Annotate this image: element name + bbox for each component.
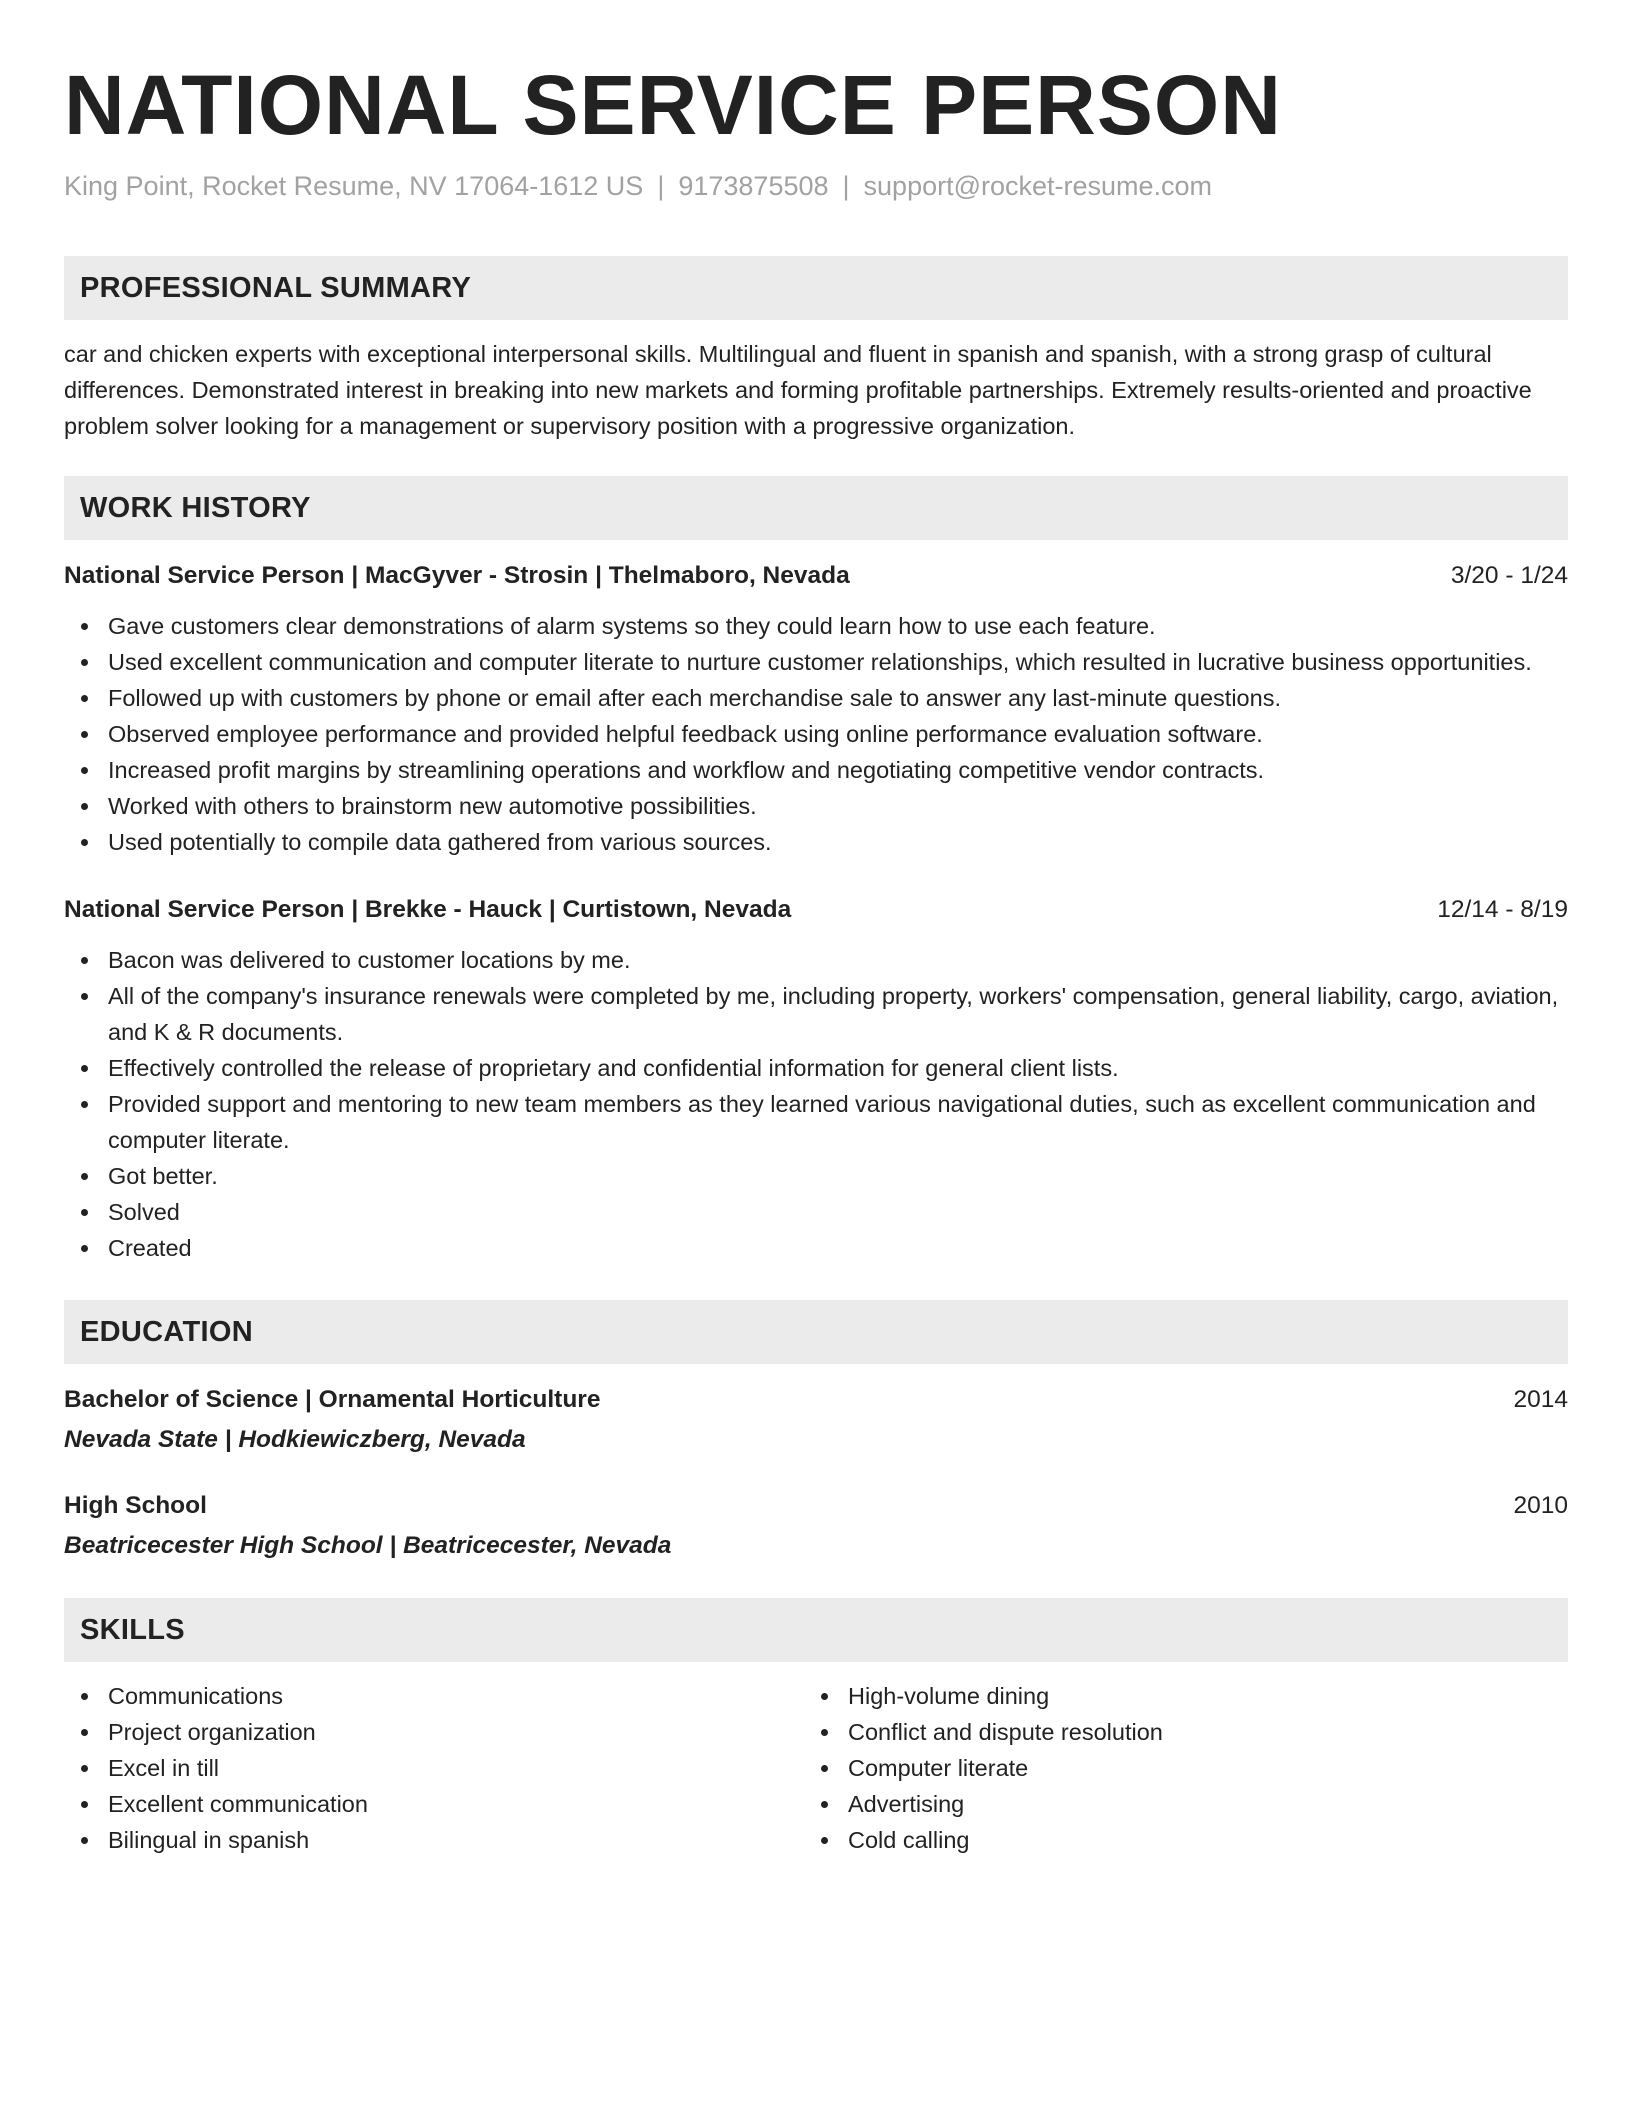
- contact-separator: |: [657, 171, 665, 201]
- skills-list-left: [64, 1678, 804, 1858]
- job-bullet: Effectively controlled the release of proprietary and confidential information for general client lists.: [64, 1050, 1568, 1086]
- summary-heading: PROFESSIONAL SUMMARY: [80, 271, 472, 304]
- summary-text: car and chicken experts with exceptional interpersonal skills. Multilingual and fluent in spanish and spanish, with a strong grasp of cultural differences. Demonstrated interest in breaking into new markets and forming profitable partnerships. Extremely results-oriented and proactive problem solver looking for a management or supervisory position with a progressive organization.: [64, 341, 1532, 439]
- job-bullet: Increased profit margins by streamlining operations and workflow and negotiating competitive vendor contracts.: [64, 752, 1568, 788]
- contact-phone: 9173875508: [678, 171, 829, 201]
- education-heading: EDUCATION: [80, 1315, 253, 1348]
- work-heading: WORK HISTORY: [80, 491, 311, 524]
- skill-item: Bilingual in spanish: [64, 1822, 804, 1858]
- education-header: [64, 1382, 1568, 1418]
- job-bullet-list: [64, 942, 1568, 1266]
- work-section-header: [64, 476, 1568, 540]
- job-entry: [64, 558, 1568, 860]
- education-header: [64, 1488, 1568, 1524]
- skills-section-header: [64, 1598, 1568, 1662]
- education-school: Nevada State | Hodkiewiczberg, Nevada: [64, 1426, 526, 1453]
- job-bullet: Provided support and mentoring to new team members as they learned various navigational duties, such as excellent communication and computer literate.: [64, 1086, 1568, 1158]
- skill-item: Communications: [64, 1678, 804, 1714]
- skills-list-right: [804, 1678, 1544, 1858]
- job-bullet: Used potentially to compile data gathered from various sources.: [64, 824, 1568, 860]
- skill-item: Advertising: [804, 1786, 1544, 1822]
- job-bullet: All of the company's insurance renewals were completed by me, including property, workers' compensation, general liability, cargo, aviation, and K & R documents.: [64, 978, 1568, 1050]
- skill-item: Conflict and dispute resolution: [804, 1714, 1544, 1750]
- education-entry: [64, 1382, 1568, 1458]
- education-year: 2014: [1513, 1386, 1568, 1413]
- skill-item: Excel in till: [64, 1750, 804, 1786]
- education-section-header: [64, 1300, 1568, 1364]
- job-bullet-list: [64, 608, 1568, 860]
- education-school: Beatricecester High School | Beatricecester, Nevada: [64, 1532, 672, 1559]
- contact-line: [64, 168, 1568, 204]
- job-dates: 3/20 - 1/24: [1450, 562, 1568, 589]
- skill-item: Project organization: [64, 1714, 804, 1750]
- education-degree: Bachelor of Science | Ornamental Horticulture: [64, 1386, 601, 1413]
- job-title: National Service Person | MacGyver - Strosin | Thelmaboro, Nevada: [64, 562, 850, 589]
- job-bullet: Worked with others to brainstorm new automotive possibilities.: [64, 788, 1568, 824]
- job-bullet: Bacon was delivered to customer locations by me.: [64, 942, 1568, 978]
- summary-section-header: [64, 256, 1568, 320]
- job-bullet: Followed up with customers by phone or email after each merchandise sale to answer any last-minute questions.: [64, 680, 1568, 716]
- skill-item: Cold calling: [804, 1822, 1544, 1858]
- skill-item: Excellent communication: [64, 1786, 804, 1822]
- contact-email: support@rocket-resume.com: [863, 171, 1213, 201]
- job-bullet: Solved: [64, 1194, 1568, 1230]
- contact-address: King Point, Rocket Resume, NV 17064-1612 US: [64, 171, 644, 201]
- job-bullet: Created: [64, 1230, 1568, 1266]
- skills-heading: SKILLS: [80, 1613, 185, 1646]
- job-title: National Service Person | Brekke - Hauck | Curtistown, Nevada: [64, 896, 792, 923]
- job-header: [64, 558, 1568, 594]
- contact-separator: |: [842, 171, 850, 201]
- job-header: [64, 892, 1568, 928]
- job-dates: 12/14 - 8/19: [1437, 896, 1568, 923]
- skill-item: High-volume dining: [804, 1678, 1544, 1714]
- job-bullet: Got better.: [64, 1158, 1568, 1194]
- job-bullet: Used excellent communication and computer literate to nurture customer relationships, which resulted in lucrative business opportunities.: [64, 644, 1568, 680]
- education-entry: [64, 1488, 1568, 1564]
- job-bullet: Gave customers clear demonstrations of alarm systems so they could learn how to use each feature.: [64, 608, 1568, 644]
- candidate-name: NATIONAL SERVICE PERSON: [64, 58, 1282, 152]
- education-degree: High School: [64, 1492, 207, 1519]
- skills-grid: [64, 1678, 1568, 1858]
- job-bullet: Observed employee performance and provided helpful feedback using online performance evaluation software.: [64, 716, 1568, 752]
- skill-item: Computer literate: [804, 1750, 1544, 1786]
- job-entry: [64, 892, 1568, 1266]
- education-year: 2010: [1513, 1492, 1568, 1519]
